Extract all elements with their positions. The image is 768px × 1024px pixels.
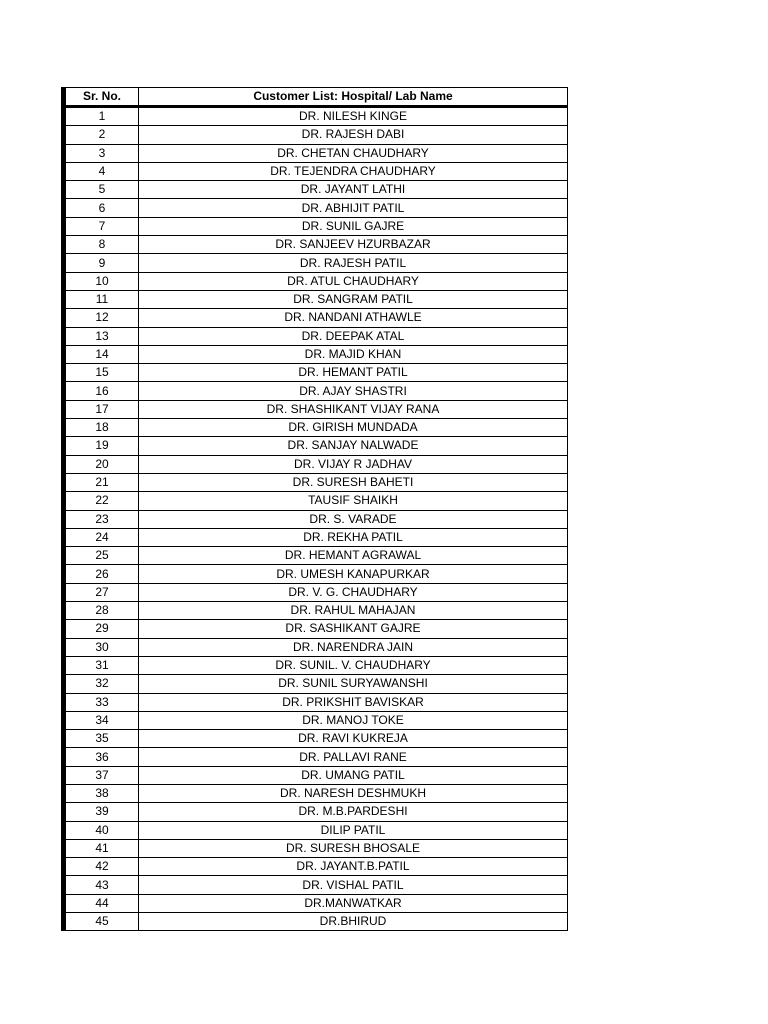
cell-sr-no: 43 — [66, 876, 139, 894]
cell-customer-name: DR. HEMANT PATIL — [139, 364, 568, 382]
table-row — [66, 583, 568, 601]
cell-customer-name: DR. RAVI KUKREJA — [139, 730, 568, 748]
cell-customer-name: DR. SUNIL GAJRE — [139, 217, 568, 235]
header-customer-name: Customer List: Hospital/ Lab Name — [139, 88, 568, 107]
table-row — [66, 839, 568, 857]
cell-customer-name: DR. NARENDRA JAIN — [139, 638, 568, 656]
cell-customer-name: DR. PRIKSHIT BAVISKAR — [139, 693, 568, 711]
header-sr-no: Sr. No. — [66, 88, 139, 107]
table-row — [66, 492, 568, 510]
cell-sr-no: 4 — [66, 162, 139, 180]
cell-sr-no: 41 — [66, 839, 139, 857]
table-row — [66, 272, 568, 290]
cell-sr-no: 39 — [66, 803, 139, 821]
cell-customer-name: DR. PALLAVI RANE — [139, 748, 568, 766]
cell-customer-name: DR. SHASHIKANT VIJAY RANA — [139, 400, 568, 418]
table-row — [66, 620, 568, 638]
table-header-row — [66, 88, 568, 107]
cell-customer-name: DR. ABHIJIT PATIL — [139, 199, 568, 217]
cell-customer-name: TAUSIF SHAIKH — [139, 492, 568, 510]
cell-sr-no: 44 — [66, 894, 139, 912]
customer-list-table — [65, 87, 568, 931]
cell-sr-no: 14 — [66, 345, 139, 363]
cell-sr-no: 6 — [66, 199, 139, 217]
cell-customer-name: DR. AJAY SHASTRI — [139, 382, 568, 400]
cell-sr-no: 16 — [66, 382, 139, 400]
cell-sr-no: 29 — [66, 620, 139, 638]
cell-customer-name: DR. TEJENDRA CHAUDHARY — [139, 162, 568, 180]
table-row — [66, 858, 568, 876]
table-row — [66, 290, 568, 308]
cell-sr-no: 30 — [66, 638, 139, 656]
cell-customer-name: DR. HEMANT AGRAWAL — [139, 547, 568, 565]
table-row — [66, 547, 568, 565]
cell-customer-name: DR. SURESH BAHETI — [139, 473, 568, 491]
cell-sr-no: 25 — [66, 547, 139, 565]
cell-sr-no: 17 — [66, 400, 139, 418]
cell-customer-name: DR. RAJESH DABI — [139, 126, 568, 144]
cell-customer-name: DR. SUNIL. V. CHAUDHARY — [139, 656, 568, 674]
cell-sr-no: 1 — [66, 107, 139, 126]
cell-sr-no: 45 — [66, 913, 139, 931]
cell-sr-no: 40 — [66, 821, 139, 839]
table-row — [66, 126, 568, 144]
cell-sr-no: 31 — [66, 656, 139, 674]
cell-customer-name: DR. VIJAY R JADHAV — [139, 455, 568, 473]
cell-customer-name: DR. MANOJ TOKE — [139, 711, 568, 729]
table-row — [66, 565, 568, 583]
table-row — [66, 345, 568, 363]
table-row — [66, 107, 568, 126]
cell-sr-no: 37 — [66, 766, 139, 784]
table-row — [66, 913, 568, 931]
table-row — [66, 455, 568, 473]
cell-customer-name: DR. ATUL CHAUDHARY — [139, 272, 568, 290]
cell-sr-no: 8 — [66, 236, 139, 254]
cell-customer-name: DR.MANWATKAR — [139, 894, 568, 912]
cell-customer-name: DR. M.B.PARDESHI — [139, 803, 568, 821]
table-row — [66, 510, 568, 528]
cell-sr-no: 12 — [66, 309, 139, 327]
cell-sr-no: 36 — [66, 748, 139, 766]
table-row — [66, 437, 568, 455]
cell-sr-no: 34 — [66, 711, 139, 729]
cell-sr-no: 38 — [66, 784, 139, 802]
table-row — [66, 638, 568, 656]
table-row — [66, 400, 568, 418]
cell-customer-name: DILIP PATIL — [139, 821, 568, 839]
table-row — [66, 144, 568, 162]
cell-sr-no: 11 — [66, 290, 139, 308]
cell-sr-no: 13 — [66, 327, 139, 345]
table-row — [66, 711, 568, 729]
table-row — [66, 382, 568, 400]
table-row — [66, 236, 568, 254]
table-row — [66, 199, 568, 217]
table-row — [66, 784, 568, 802]
table-row — [66, 364, 568, 382]
table-row — [66, 803, 568, 821]
table-row — [66, 876, 568, 894]
table-row — [66, 419, 568, 437]
cell-customer-name: DR. RAJESH PATIL — [139, 254, 568, 272]
table-row — [66, 254, 568, 272]
cell-sr-no: 27 — [66, 583, 139, 601]
cell-customer-name: DR. JAYANT LATHI — [139, 181, 568, 199]
table-row — [66, 473, 568, 491]
table-row — [66, 894, 568, 912]
cell-customer-name: DR.BHIRUD — [139, 913, 568, 931]
table-row — [66, 730, 568, 748]
cell-customer-name: DR. SANJAY NALWADE — [139, 437, 568, 455]
cell-sr-no: 23 — [66, 510, 139, 528]
table-row — [66, 327, 568, 345]
cell-sr-no: 3 — [66, 144, 139, 162]
cell-sr-no: 18 — [66, 419, 139, 437]
table-row — [66, 528, 568, 546]
cell-customer-name: DR. GIRISH MUNDADA — [139, 419, 568, 437]
cell-customer-name: DR. JAYANT.B.PATIL — [139, 858, 568, 876]
table-row — [66, 217, 568, 235]
cell-customer-name: DR. SASHIKANT GAJRE — [139, 620, 568, 638]
cell-customer-name: DR. UMESH KANAPURKAR — [139, 565, 568, 583]
cell-sr-no: 33 — [66, 693, 139, 711]
cell-sr-no: 19 — [66, 437, 139, 455]
table-row — [66, 693, 568, 711]
cell-sr-no: 2 — [66, 126, 139, 144]
cell-customer-name: DR. CHETAN CHAUDHARY — [139, 144, 568, 162]
table-row — [66, 766, 568, 784]
table-row — [66, 748, 568, 766]
cell-customer-name: DR. RAHUL MAHAJAN — [139, 602, 568, 620]
cell-customer-name: DR. V. G. CHAUDHARY — [139, 583, 568, 601]
cell-sr-no: 7 — [66, 217, 139, 235]
cell-sr-no: 32 — [66, 675, 139, 693]
cell-sr-no: 20 — [66, 455, 139, 473]
table-row — [66, 309, 568, 327]
cell-sr-no: 26 — [66, 565, 139, 583]
cell-sr-no: 21 — [66, 473, 139, 491]
cell-sr-no: 28 — [66, 602, 139, 620]
cell-sr-no: 35 — [66, 730, 139, 748]
table-row — [66, 602, 568, 620]
cell-customer-name: DR. UMANG PATIL — [139, 766, 568, 784]
table-row — [66, 162, 568, 180]
table-row — [66, 821, 568, 839]
cell-customer-name: DR. S. VARADE — [139, 510, 568, 528]
cell-customer-name: DR. REKHA PATIL — [139, 528, 568, 546]
cell-customer-name: DR. NARESH DESHMUKH — [139, 784, 568, 802]
cell-sr-no: 22 — [66, 492, 139, 510]
cell-customer-name: DR. MAJID KHAN — [139, 345, 568, 363]
cell-sr-no: 10 — [66, 272, 139, 290]
customer-list-sheet — [61, 87, 567, 931]
cell-customer-name: DR. SANGRAM PATIL — [139, 290, 568, 308]
cell-customer-name: DR. NANDANI ATHAWLE — [139, 309, 568, 327]
cell-customer-name: DR. SANJEEV HZURBAZAR — [139, 236, 568, 254]
cell-sr-no: 15 — [66, 364, 139, 382]
cell-customer-name: DR. SUNIL SURYAWANSHI — [139, 675, 568, 693]
cell-customer-name: DR. DEEPAK ATAL — [139, 327, 568, 345]
cell-customer-name: DR. VISHAL PATIL — [139, 876, 568, 894]
table-body — [66, 107, 568, 931]
cell-sr-no: 42 — [66, 858, 139, 876]
cell-sr-no: 5 — [66, 181, 139, 199]
table-row — [66, 181, 568, 199]
cell-customer-name: DR. SURESH BHOSALE — [139, 839, 568, 857]
cell-sr-no: 9 — [66, 254, 139, 272]
table-row — [66, 656, 568, 674]
cell-sr-no: 24 — [66, 528, 139, 546]
cell-customer-name: DR. NILESH KINGE — [139, 107, 568, 126]
table-row — [66, 675, 568, 693]
